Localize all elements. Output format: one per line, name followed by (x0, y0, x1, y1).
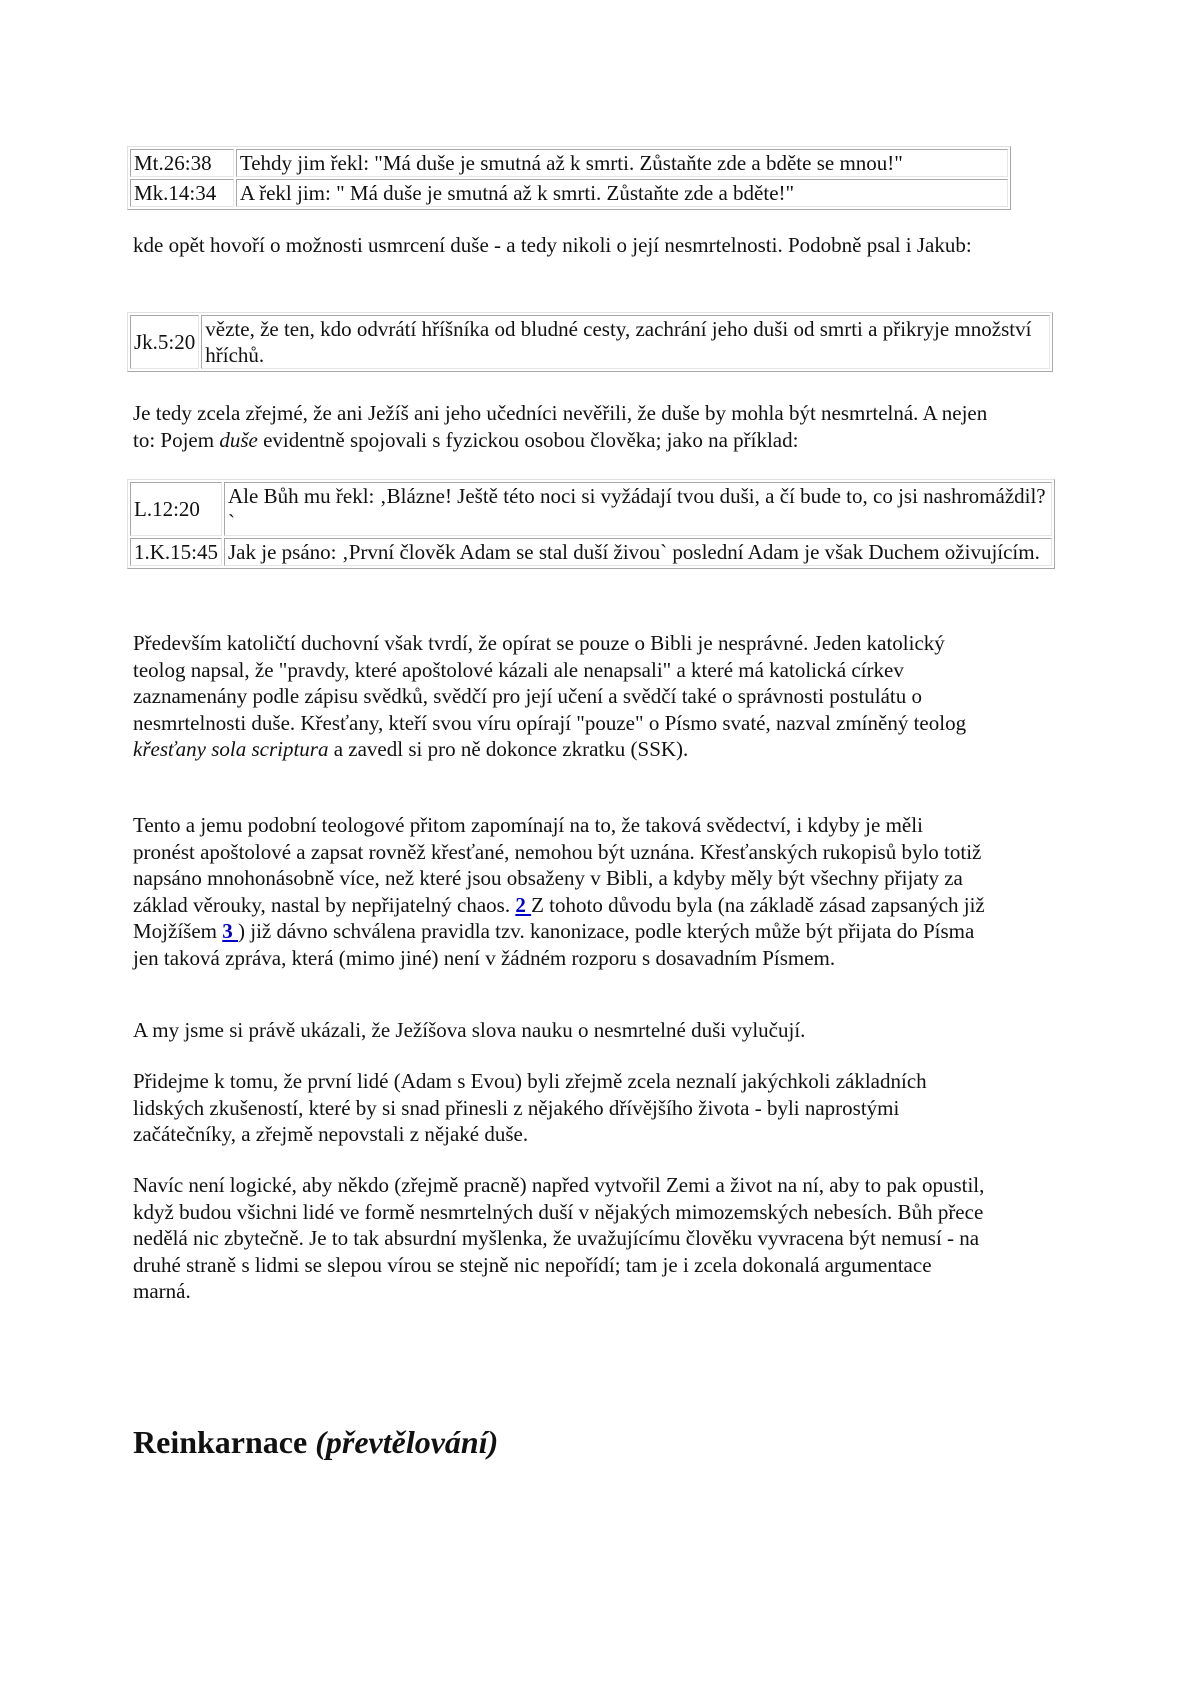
paragraph-first-people: Přidejme k tomu, že první lidé (Adam s Evou) byli zřejmě zcela neznalí jakýchkoli základních lidských zkušeností, které by si snad přinesli z nějakého dřívějšího života - byli naprostými začátečníky, a zřejmě nepovstali z nějaké duše. (133, 1069, 927, 1146)
heading-subtitle: (převtělování) (315, 1424, 499, 1460)
verse-table-2 (127, 312, 1053, 372)
verse-text: Jak je psáno: ‚První člověk Adam se stal duší živou` poslední Adam je však Duchem oživujícím. (224, 538, 1052, 566)
verse-text: Ale Bůh mu řekl: ‚Blázne! Ještě této noci si vyžádají tvou duši, a čí bude to, co jsi nashromáždil?` (224, 482, 1052, 536)
paragraph-canonization (133, 812, 988, 971)
verse-table-1 (127, 146, 1011, 210)
verse-text: Tehdy jim řekl: "Má duše je smutná až k smrti. Zůstaňte zde a bděte se mnou!" (236, 149, 1008, 177)
footnote-link-2[interactable]: 2 (515, 892, 532, 917)
paragraph-text: Především katoličtí duchovní však tvrdí, že opírat se pouze o Bibli je nesprávné. Jeden katolický teolog napsal, že "pravdy, které apoštolové kázali ale nenapsali" a které má katolická církev zaznamenány podle zápisu svědků, svědčí pro její učení a svědčí také o správnosti postulátu o nesmrtelnosti duše. Křesťany, kteří svou víru opírají "pouze" o Písmo svaté, nazval zmíněný teolog (133, 631, 967, 735)
verse-reference: 1.K.15:45 (130, 538, 222, 566)
section-heading (133, 1422, 498, 1462)
paragraph-catholic-theologians (133, 630, 981, 763)
verse-reference: Mt.26:38 (130, 149, 234, 177)
verse-reference: Mk.14:34 (130, 179, 234, 207)
verse-table-3 (127, 479, 1055, 569)
paragraph-jesus-words: A my jsme si právě ukázali, že Ježíšova slova nauku o nesmrtelné duši vylučují. (133, 1018, 806, 1042)
table-row (130, 179, 1008, 207)
table-row (130, 149, 1008, 177)
verse-reference: L.12:20 (130, 482, 222, 536)
emphasis-term: duše (219, 427, 258, 452)
paragraph-text: Z tohoto důvodu byla (na základě zásad zapsaných již Mojžíšem (133, 892, 985, 943)
verse-text: vězte, že ten, kdo odvrátí hříšníka od bludné cesty, zachrání jeho duši od smrti a přikryje množství hříchů. (201, 315, 1050, 369)
paragraph-text: evidentně spojovali s fyzickou osobou člověka; jako na příklad: (257, 427, 799, 452)
paragraph-soul-death: kde opět hovoří o možnosti usmrcení duše - a tedy nikoli o její nesmrtelnosti. Podobně psal i Jakub: (133, 233, 972, 257)
verse-text: A řekl jim: " Má duše je smutná až k smrti. Zůstaňte zde a bděte!" (236, 179, 1008, 207)
paragraph-text: a zavedl si pro ně dokonce zkratku (SSK). (328, 737, 689, 761)
table-row (130, 315, 1050, 369)
table-row (130, 482, 1052, 536)
paragraph-text: ) již dávno schválena pravidla tzv. kanonizace, podle kterých může být přijata do Písma jen taková zpráva, která (mimo jiné) není v žádném rozporu s dosavadním Písmem. (133, 919, 975, 970)
emphasis-term: křesťany sola scriptura (133, 737, 329, 761)
footnote-link-3[interactable]: 3 (222, 919, 238, 943)
paragraph-text: Je tedy zcela zřejmé, že ani Ježíš ani jeho učedníci nevěřili, že duše by mohla být nesmrtelná. A nejen to: Pojem (133, 401, 988, 452)
paragraph-text: Tento a jemu podobní teologové přitom zapomínají na to, že taková svědectví, i kdyby je měli pronést apoštolové a zapsat rovněž křesťané, nemohou být uznána. Křesťanských rukopisů bylo totiž napsáno mnohonásobně více, než které jsou obsaženy v Bibli, a kdyby měly být všechny přijaty za základ věrouky, nastal by nepřijatelný chaos. (133, 813, 982, 917)
table-row (130, 538, 1052, 566)
paragraph-disciples (133, 400, 1013, 453)
heading-main: Reinkarnace (133, 1424, 316, 1460)
verse-reference: Jk.5:20 (130, 315, 199, 369)
paragraph-absurd-idea: Navíc není logické, aby někdo (zřejmě pracně) napřed vytvořil Zemi a život na ní, aby to pak opustil, když budou všichni lidé ve formě nesmrtelných duší v nějakých mimozemských nebesích. Bůh přece nedělá nic zbytečně. Je to tak absurdní myšlenka, že uvažujícímu člověku vyvracena být nemusí - na druhé straně s lidmi se slepou vírou se stejně nic nepořídí; tam je i zcela dokonalá argumentace marná. (133, 1173, 985, 1303)
